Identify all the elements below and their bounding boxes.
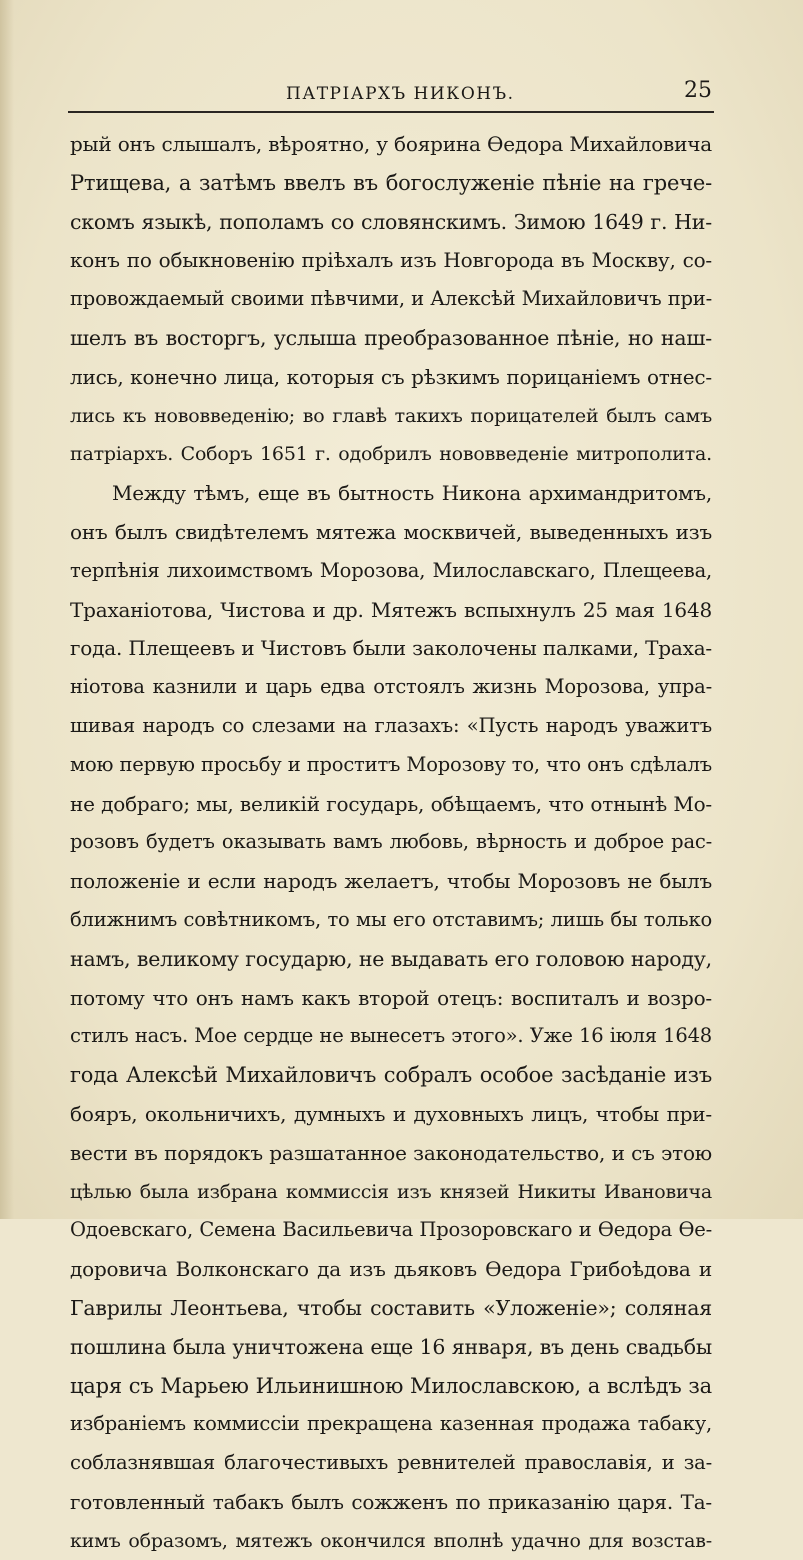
text-line: ближнимъ совѣтникомъ, то мы его отставимъ; лишь бы только: [70, 907, 712, 931]
text-line: пошлина была уничтожена еще 16 января, въ день свадьбы: [70, 1334, 712, 1359]
text-line: Между тѣмъ, еще въ бытность Никона архимандритомъ,: [112, 481, 712, 506]
text-line: Одоевскаго, Семена Васильевича Прозоровскаго и Ѳедора Ѳе-: [70, 1218, 712, 1242]
text-line: намъ, великому государю, не выдавать его головою народу,: [70, 946, 712, 971]
text-line: лись къ нововведенію; во главѣ такихъ порицателей былъ самъ: [70, 404, 712, 427]
text-line: избраніемъ коммиссіи прекращена казенная продажа табаку,: [70, 1412, 712, 1436]
text-line: вести въ порядокъ разшатанное законодательство, и съ этою: [70, 1140, 712, 1165]
running-title: ПАТРІАРХЪ НИКОНЪ.: [286, 84, 515, 104]
text-line: Ртищева, а затѣмъ ввелъ въ богослуженіе пѣніе на грече-: [70, 170, 712, 195]
text-line: лись, конечно лица, которыя съ рѣзкимъ порицаніемъ отнес-: [70, 364, 712, 389]
text-line: года Алексѣй Михайловичъ собралъ особое засѣданіе изъ: [70, 1063, 712, 1088]
header-rule: [68, 111, 714, 113]
text-line: рый онъ слышалъ, вѣроятно, у боярина Ѳедора Михайловича: [70, 132, 712, 156]
text-line: Гаврилы Леонтьева, чтобы составить «Уложеніе»; соляная: [70, 1295, 712, 1320]
text-line: готовленный табакъ былъ сожженъ по приказанію царя. Та-: [70, 1489, 712, 1514]
text-line: Траханіотова, Чистова и др. Мятежъ вспыхнулъ 25 мая 1648: [70, 597, 712, 622]
text-line: мою первую просьбу и проститъ Морозову то, что онъ сдѣлалъ: [70, 752, 712, 776]
text-line: кимъ образомъ, мятежъ окончился вполнѣ удачно для возстав-: [70, 1529, 712, 1552]
text-line: доровича Волконскаго да изъ дьяковъ Ѳедора Грибоѣдова и: [70, 1257, 712, 1282]
text-line: конъ по обыкновенію пріѣхалъ изъ Новгорода въ Москву, со-: [70, 248, 712, 273]
text-line: положеніе и если народъ желаетъ, чтобы Морозовъ не былъ: [70, 869, 712, 894]
text-line: патріархъ. Соборъ 1651 г. одобрилъ нововведеніе митрополита.: [70, 443, 712, 466]
page-header: [68, 78, 714, 110]
page-number: 25: [684, 78, 712, 103]
text-line: цѣлью была избрана коммиссія изъ князей Никиты Ивановича: [70, 1180, 712, 1203]
text-line: онъ былъ свидѣтелемъ мятежа москвичей, выведенныхъ изъ: [70, 519, 712, 544]
text-line: бояръ, окольничихъ, думныхъ и духовныхъ лицъ, чтобы при-: [70, 1101, 712, 1126]
text-line: стилъ насъ. Мое сердце не вынесетъ этого». Уже 16 іюля 1648: [70, 1024, 712, 1048]
text-line: шелъ въ восторгъ, услыша преобразованное пѣніе, но наш-: [70, 325, 712, 350]
text-line: провождаемый своими пѣвчими, и Алексѣй Михайловичъ при-: [70, 287, 712, 311]
binding-shadow: [0, 0, 14, 1219]
text-line: царя съ Марьею Ильинишною Милославскою, а вслѣдъ за: [70, 1373, 712, 1398]
text-line: терпѣнія лихоимствомъ Морозова, Милославскаго, Плещеева,: [70, 558, 712, 582]
text-line: соблазнявшая благочестивыхъ ревнителей православія, и за-: [70, 1451, 712, 1475]
text-line: потому что онъ намъ какъ второй отецъ: воспиталъ и возро-: [70, 985, 712, 1010]
text-line: розовъ будетъ оказывать вамъ любовь, вѣрность и доброе рас-: [70, 830, 712, 854]
text-line: скомъ языкѣ, пополамъ со словянскимъ. Зимою 1649 г. Ни-: [70, 209, 712, 234]
text-line: шивая народъ со слезами на глазахъ: «Пусть народъ уважитъ: [70, 713, 712, 737]
text-line: не добраго; мы, великій государь, обѣщаемъ, что отнынѣ Мо-: [70, 791, 712, 816]
text-line: года. Плещеевъ и Чистовъ были заколочены палками, Траха-: [70, 636, 712, 661]
body-text: [70, 125, 712, 1560]
text-line: ніотова казнили и царь едва отстоялъ жизнь Морозова, упра-: [70, 675, 712, 699]
